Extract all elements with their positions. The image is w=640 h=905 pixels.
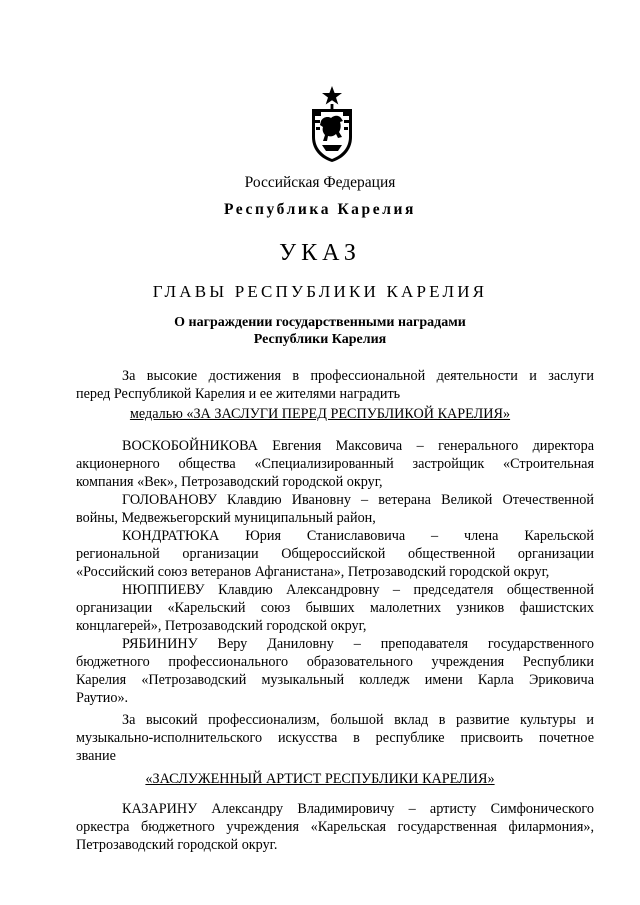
section1-intro-line-2: перед Республикой Карелия и ее жителями наградить bbox=[76, 386, 401, 402]
section2-intro bbox=[76, 711, 594, 765]
awardee-paragraph bbox=[76, 437, 594, 491]
awardee-paragraph bbox=[76, 491, 594, 527]
awardee-line: Карелия «Петрозаводский музыкальный колледж имени Карла Эриковича bbox=[76, 672, 594, 688]
awardee-line: региональной организации Общероссийской общественной организации bbox=[76, 546, 594, 562]
document-type-title: УКАЗ bbox=[279, 240, 361, 266]
awardee-line: Петрозаводский городской округ. bbox=[76, 837, 278, 853]
section2-intro-line: музыкально-исполнительского искусства в республике присвоить почетное bbox=[76, 730, 594, 746]
awardee-line: концлагерей», Петрозаводский городской округ, bbox=[76, 618, 367, 634]
section1-awardees bbox=[76, 437, 594, 707]
awardee-line: компания «Век», Петрозаводский городской округ, bbox=[76, 474, 383, 490]
federation-label: Российская Федерация bbox=[244, 174, 396, 191]
awardee-line: РЯБИНИНУ Веру Даниловну – преподавателя государственного bbox=[122, 636, 594, 652]
awardee-line: войны, Медвежьегорский муниципальный район, bbox=[76, 510, 376, 526]
awardee-line: КОНДРАТЮКА Юрия Станиславовича – члена Карельской bbox=[122, 528, 594, 544]
awardee-paragraph bbox=[76, 581, 594, 635]
awardee-line: «Российский союз ветеранов Афганистана», Петрозаводский городской округ, bbox=[76, 564, 550, 580]
awardee-line: КАЗАРИНУ Александру Владимировичу – артисту Симфонического bbox=[122, 801, 594, 817]
issuer-title: ГЛАВЫ РЕСПУБЛИКИ КАРЕЛИЯ bbox=[152, 282, 488, 301]
awardee-line: организации «Карельский союз бывших малолетних узников фашистских bbox=[76, 600, 594, 616]
awardee-line: Раутио». bbox=[76, 690, 129, 706]
section2-awardees bbox=[76, 800, 594, 854]
awardee-line: акционерного общества «Специализированный застройщик «Строительная bbox=[76, 456, 594, 472]
awardee-line: бюджетного профессионального образовательного учреждения Республики bbox=[76, 654, 594, 670]
awardee-line: оркестра бюджетного учреждения «Карельская государственная филармония», bbox=[76, 819, 594, 835]
awardee-line: ВОСКОБОЙНИКОВА Евгения Максовича – генерального директора bbox=[122, 438, 594, 454]
section2-intro-line: звание bbox=[76, 748, 116, 764]
awardee-paragraph bbox=[76, 527, 594, 581]
awardee-line: НЮППИЕВУ Клавдию Александровну – председателя общественной bbox=[122, 582, 594, 598]
section2-award-title: «ЗАСЛУЖЕННЫЙ АРТИСТ РЕСПУБЛИКИ КАРЕЛИЯ» bbox=[145, 771, 495, 787]
awardee-paragraph bbox=[76, 800, 594, 854]
section1-intro bbox=[76, 367, 594, 403]
section1-award-title: медалью «ЗА ЗАСЛУГИ ПЕРЕД РЕСПУБЛИКОЙ КАРЕЛИЯ» bbox=[129, 406, 511, 422]
document-subject bbox=[0, 314, 640, 348]
section2-intro-line: За высокий профессионализм, большой вклад в развитие культуры и bbox=[122, 712, 594, 728]
awardee-paragraph bbox=[76, 635, 594, 707]
republic-label: Республика Карелия bbox=[223, 201, 417, 218]
section1-intro-line-1: За высокие достижения в профессиональной деятельности и заслуги bbox=[122, 368, 594, 384]
subject-line-2: Республики Карелия bbox=[253, 332, 387, 347]
subject-line-1: О награждении государственными наградами bbox=[174, 315, 466, 330]
awardee-line: ГОЛОВАНОВУ Клавдию Ивановну – ветерана Великой Отечественной bbox=[122, 492, 594, 508]
karelia-coat-of-arms-icon bbox=[308, 85, 356, 163]
